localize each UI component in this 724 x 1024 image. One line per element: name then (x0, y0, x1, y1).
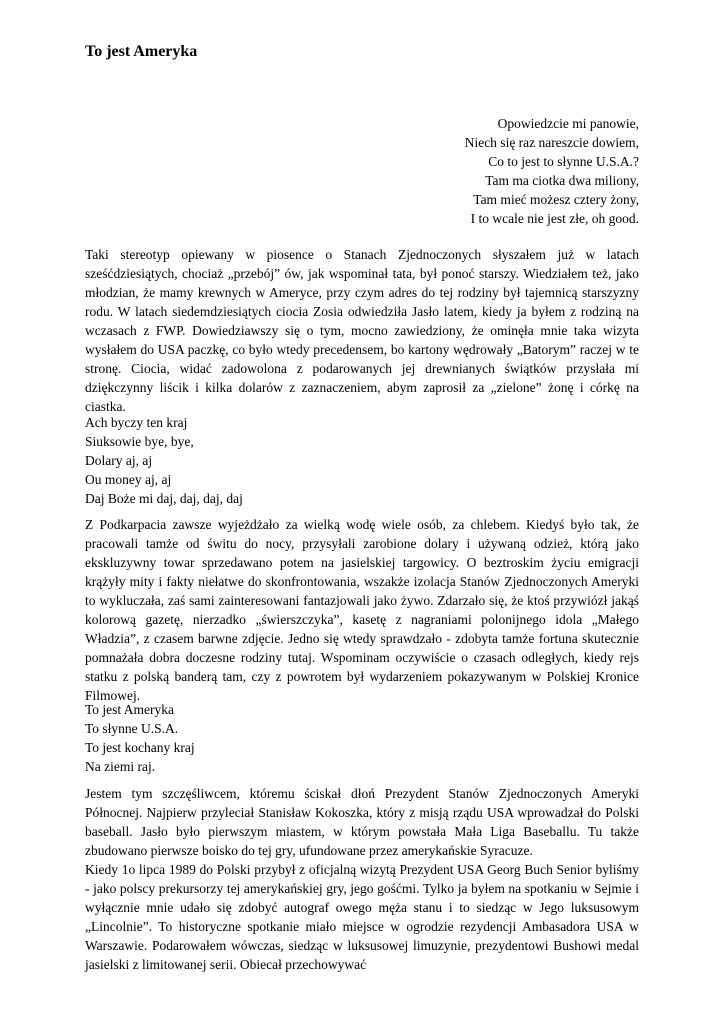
epigraph-line: Tam ma ciotka dwa miliony, (485, 173, 639, 188)
document-title: To jest Ameryka (85, 43, 198, 60)
epigraph-line: Tam mieć możesz cztery żony, (473, 192, 639, 207)
verse-line: Siuksowie bye, bye, (85, 434, 194, 449)
epigraph-line: Niech się raz nareszcie dowiem, (464, 135, 639, 150)
verse-line: Daj Boże mi daj, daj, daj, daj (85, 491, 243, 506)
verse-line: To jest Ameryka (85, 702, 175, 717)
paragraph-stereotype: Taki stereotyp opiewany w piosence o Stanach Zjednoczonych słyszałem już w latach sześćdziesiątych, chociaż „przebój” ów, jak wspominał tata, był ponoć starszy. Wiedziałem też, jako młodzian, że mamy krewnych w Ameryce, przy czym adres do tej rodziny był tajemnicą starszyzny rodu. W latach siedemdziesiątych ciocia Zosia odwiedziła Jasło latem, kiedy ja byłem z rodziną na wczasach z FWP. Dowiedziawszy się o tym, mocno zawiedziony, że ominęła mnie taka wizyta wysłałem do USA paczkę, co było wtedy precedensem, bo kartony wędrowały „Batorym” raczej w te stronę. Ciocia, widać zadowolona z podarowanych jej drewnianych świątków przysłała mi dziękczynny liścik i kilka dolarów z zaznaczeniem, abym zaprosił za „zielone” żonę i córkę na ciastka. (85, 247, 639, 414)
verse-to-jest-ameryka (85, 700, 195, 776)
epigraph-line: Co to jest to słynne U.S.A.? (488, 154, 639, 169)
verse-line: Ou money aj, aj (85, 472, 172, 487)
paragraph-prezydent: Jestem tym szczęśliwcem, któremu ściskał dłoń Prezydent Stanów Zjednoczonych Ameryki Północnej. Najpierw przyleciał Stanisław Kokoszka, który z misją rządu USA wprowadzał do Polski baseball. Jasło było pierwszym miastem, w którym powstała Mała Liga Baseballu. Tu także zbudowano pierwsze boisko do tej gry, ufundowane przez amerykańskie Syracuze. (85, 786, 639, 858)
epigraph-line: I to wcale nie jest złe, oh good. (470, 211, 639, 226)
verse-line: Dolary aj, aj (85, 453, 153, 468)
verse-line: To słynne U.S.A. (85, 721, 179, 736)
paragraph-podkarpacie: Z Podkarpacia zawsze wyjeżdżało za wielką wodę wiele osób, za chlebem. Kiedyś było tak, że pracowali tamże od świtu do nocy, przysyłali zarobione dolary i używaną odzież, którą jako ekskluzywny towar sprzedawano potem na jasielskiej targowicy. O beztroskim życiu emigracji krążyły mity i fakty niełatwe do skonfrontowania, wszakże izolacja Stanów Zjednoczonych Ameryki to wykluczała, zaś sami zainteresowani fantazjowali jako żywo. Zdarzało się, że ktoś przywiózł jakąś kolorową gazetę, nierzadko „świerszczyka”, kasetę z nagraniami polonijnego idola „Małego Władzia”, z czasem barwne zdjęcie. Jedno się wtedy sprawdzało - zdobyta tamże fortuna skutecznie pomnażała dobra doczesne rodziny tutaj. Wspominam oczywiście o czasach odległych, kiedy rejs statku z polską banderą tam, czy z powrotem był wydarzeniem pokazywanym w Polskiej Kronice Filmowej. (85, 517, 639, 703)
verse-line: Na ziemi raj. (85, 759, 156, 774)
paragraph-bush-visit: Kiedy 1o lipca 1989 do Polski przybył z oficjalną wizytą Prezydent USA Georg Buch Senior byliśmy - jako polscy prekursorzy tej amerykańskiej gry, jego gośćmi. Tylko ja byłem na spotkaniu w Sejmie i wyłącznie mnie udało się zdobyć autograf owego męża stanu i to siedząc w Jego luksusowym „Lincolnie”. To historyczne spotkanie miało miejsce w ogrodzie rezydencji Ambasadora USA w Warszawie. Podarowałem wówczas, siedząc w luksusowej limuzynie, prezydentowi Bushowi medal jasielski z limitowanej serii. Obiecał przechowywać (85, 862, 639, 972)
verse-line: To jest kochany kraj (85, 740, 195, 755)
verse-line: Ach byczy ten kraj (85, 415, 188, 430)
epigraph-line: Opowiedzcie mi panowie, (497, 116, 639, 131)
verse-ach-byczy (85, 413, 243, 508)
epigraph-verse (465, 114, 639, 228)
